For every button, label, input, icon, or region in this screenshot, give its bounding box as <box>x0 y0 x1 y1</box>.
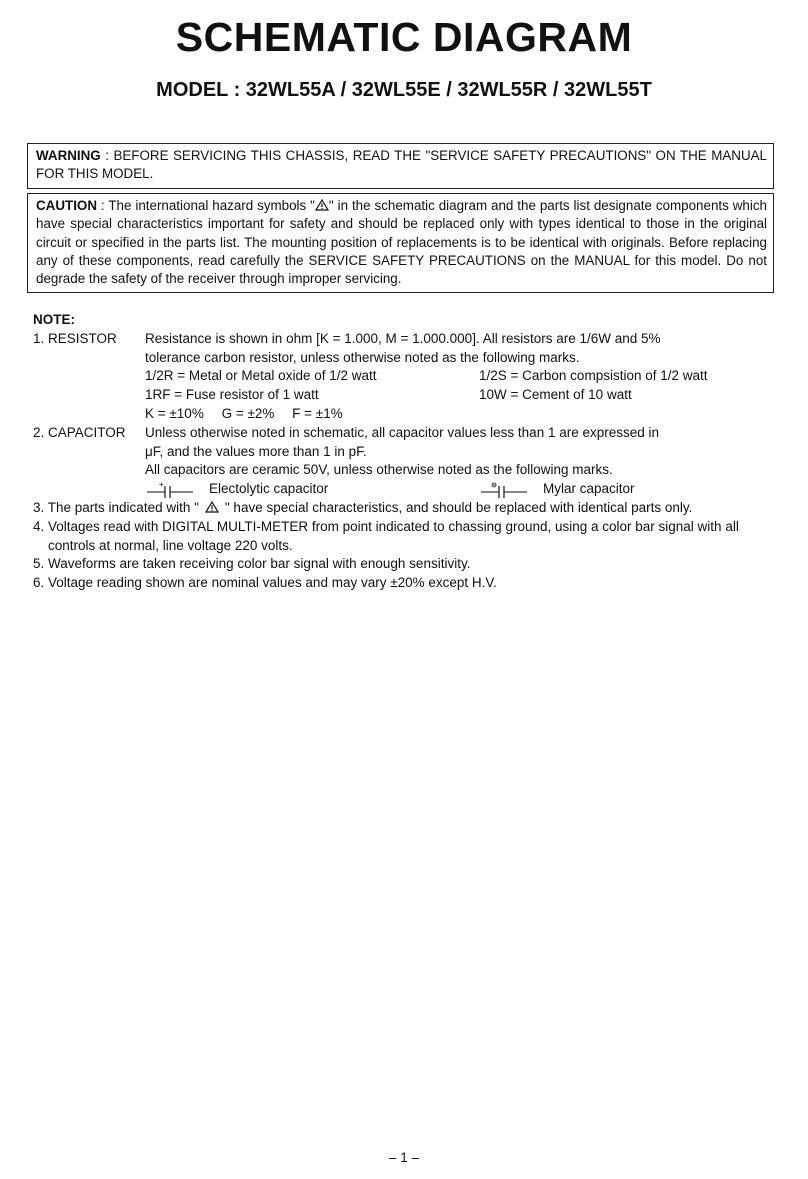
note-6: 6. Voltage reading shown are nominal values and may vary ±20% except H.V. <box>33 575 497 591</box>
tol-g: G = ±2% <box>221 405 275 421</box>
resistor-line1: Resistance is shown in ohm [K = 1.000, M = 1.000.000]. All resistors are 1/6W and 5% <box>145 330 661 346</box>
capacitor-line1: Unless otherwise noted in schematic, all capacitor values less than 1 are expressed in <box>145 424 660 440</box>
caution-text-after: " in the schematic diagram and the parts list designate components which have special characteristics important for safety and should be replaced only with types identical to those in the original circuit or specified in the parts list. The mounting position of replacements is to be identical with originals. Before replacing any of these components, read carefully the SERVICE SAFETY PRECAUTIONS on the MANUAL for this model. Do not degrade the safety of the receiver through improper servicing. <box>36 198 767 287</box>
mylar-label: Mylar capacitor <box>543 481 635 497</box>
note-3 <box>33 499 778 518</box>
resistor-label: 1. RESISTOR <box>33 330 117 346</box>
tolerance-marks <box>33 405 778 424</box>
mark-12r: 1/2R = Metal or Metal oxide of 1/2 watt <box>145 368 377 384</box>
capacitor-line3: All capacitors are ceramic 50V, unless otherwise noted as the following marks. <box>145 462 613 478</box>
mylar-capacitor-icon <box>479 482 529 498</box>
caution-text-before: : The international hazard symbols " <box>97 198 315 213</box>
notes-section <box>33 311 778 593</box>
page-title: SCHEMATIC DIAGRAM <box>175 14 633 60</box>
caution-label: CAUTION <box>36 198 97 213</box>
note-3-after: " have special characteristics, and should be replaced with identical parts only. <box>224 499 693 515</box>
resistor-marks-row2 <box>33 386 778 405</box>
electrolytic-capacitor-icon <box>145 482 195 498</box>
svg-text:+: + <box>159 481 164 489</box>
capacitor-label: 2. CAPACITOR <box>33 424 126 440</box>
note-4: 4. Voltages read with DIGITAL MULTI-METER from point indicated to chassing ground, using a color bar signal with all controls at normal, line voltage 220 volts. <box>33 518 739 553</box>
warning-text: : BEFORE SERVICING THIS CHASSIS, READ THE "SERVICE SAFETY PRECAUTIONS" ON THE MANUAL FOR THIS MODEL. <box>36 148 767 182</box>
mark-1rf: 1RF = Fuse resistor of 1 watt <box>145 387 319 403</box>
caution-box <box>27 193 774 293</box>
warning-label: WARNING <box>36 148 101 163</box>
resistor-note <box>33 330 778 349</box>
capacitor-marks <box>33 480 778 499</box>
tol-f: F = ±1% <box>292 405 343 421</box>
capacitor-note <box>33 424 778 443</box>
tol-k: K = ±10% <box>145 405 204 421</box>
page-number: – 1 – <box>388 1150 420 1165</box>
warning-triangle-icon <box>205 501 219 513</box>
electrolytic-label: Electolytic capacitor <box>209 481 329 497</box>
mark-12s: 1/2S = Carbon compsistion of 1/2 watt <box>479 368 708 384</box>
mark-10w: 10W = Cement of 10 watt <box>479 387 632 403</box>
notes-heading: NOTE: <box>33 312 75 327</box>
note-3-before: 3. The parts indicated with " <box>33 499 199 515</box>
note-5: 5. Waveforms are taken receiving color bar signal with enough sensitivity. <box>33 556 471 572</box>
capacitor-line2: μF, and the values more than 1 in pF. <box>145 443 367 459</box>
model-subtitle: MODEL : 32WL55A / 32WL55E / 32WL55R / 32WL55T <box>156 79 652 101</box>
warning-triangle-icon <box>315 199 329 211</box>
resistor-marks-row1 <box>33 367 778 386</box>
warning-box <box>27 143 774 189</box>
resistor-line2: tolerance carbon resistor, unless otherwise noted as the following marks. <box>145 349 580 365</box>
